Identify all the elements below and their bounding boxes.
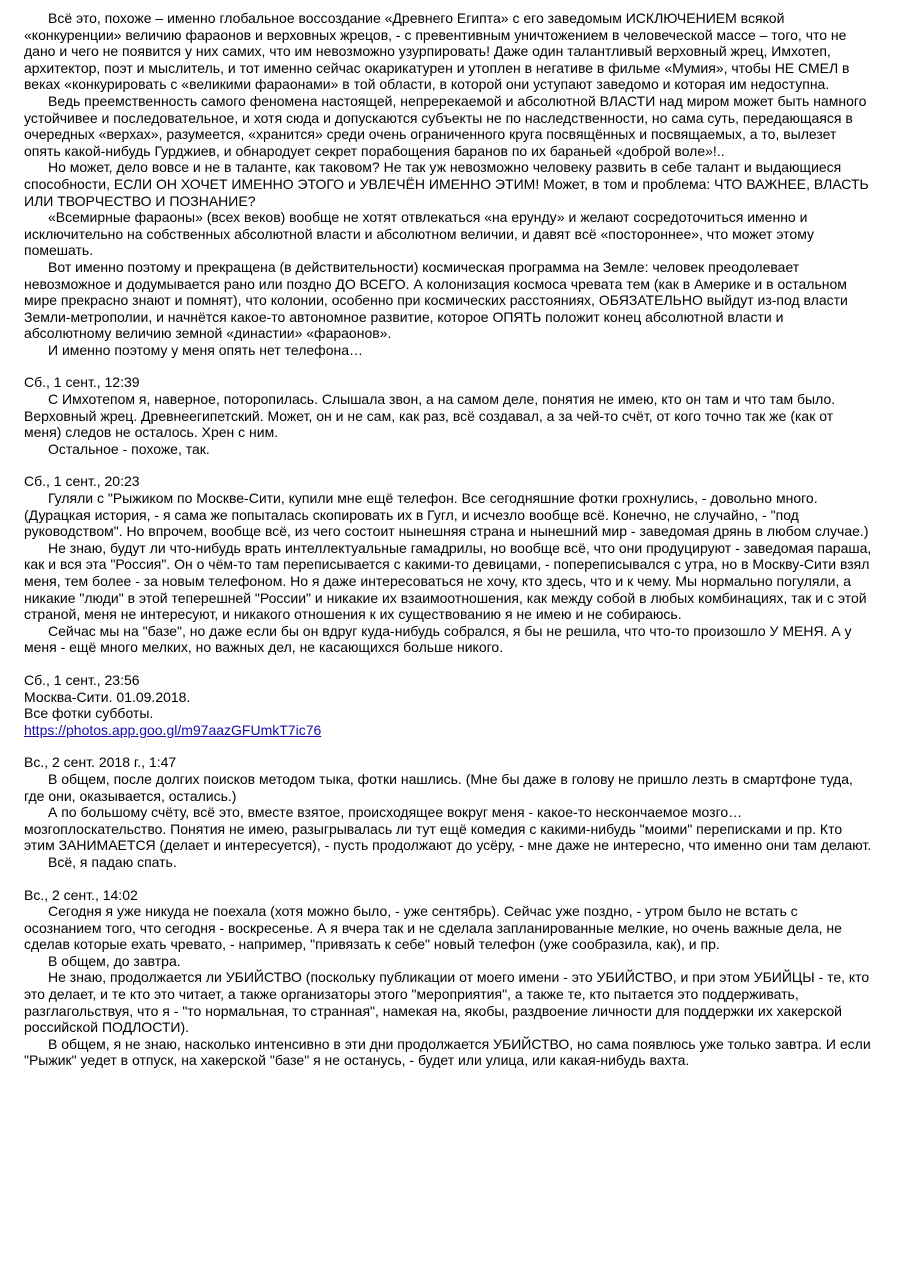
diary-entry <box>24 374 874 457</box>
paragraph: Вот именно поэтому и прекращена (в действительности) космическая программа на Земле: человек преодолевает невозможное и додумывается рано или поздно ДО ВСЕГО. А колонизация космоса чревата тем (как в Америке и в остальном мире прекрасно знают и помнят), что колонии, особенно при космических расстояниях, ОБЯЗАТЕЛЬНО выйдут из-под власти Земли-метрополии, и начнётся какое-то автономное развитие, которое ОПЯТЬ положит конец абсолютной власти и абсолютному величию земной «династии» «фараонов». <box>24 258 848 342</box>
paragraph: Сейчас мы на "базе", но даже если бы он вдруг куда-нибудь собрался, я бы не решила, что что-то произошло У МЕНЯ. А у меня - ещё много мелких, но важных дел, не касающихся больше никого. <box>24 622 852 656</box>
paragraph: В общем, после долгих поисков методом тыка, фотки нашлись. (Мне бы даже в голову не пришло лезть в смартфоне туда, где они, оказывается, остались.) <box>24 770 853 804</box>
paragraph: Всё это, похоже – именно глобальное воссоздание «Древнего Египта» с его заведомым ИСКЛЮЧЕНИЕМ всякой «конкуренции» величию фараонов и верховных жрецов, - с превентивным уничтожением в человеческой массе – того, что не дано и чего не появится у них самих, что им невозможно узурпировать! Даже один талантливый верховный жрец, Имхотеп, архитектор, поэт и мыслитель, и тот именно сейчас окарикатурен и утоплен в негативе в фильме «Мумия», чтобы НЕ СМЕЛ в веках «конкурировать с «великими фараонами» в той области, в которой они уступают заведомо и которая им недоступна. <box>24 10 850 93</box>
entry-date: Вс., 2 сент. 2018 г., 1:47 <box>24 754 177 771</box>
paragraph: В общем, я не знаю, насколько интенсивно в эти дни продолжается УБИЙСТВО, но сама появлюсь уже только завтра. И если "Рыжик" уедет в отпуск, на хакерской "базе" я не останусь, - будет или улица, или какая-нибудь вахта. <box>24 1035 871 1069</box>
diary-entry <box>24 887 874 1070</box>
diary-entry <box>24 473 874 656</box>
paragraph: И именно поэтому у меня опять нет телефона… <box>48 341 363 358</box>
link-line <box>24 722 874 739</box>
entry-date: Вс., 2 сент., 14:02 <box>24 886 138 903</box>
entry-line: Москва-Сити. 01.09.2018. <box>24 688 191 705</box>
paragraph: Не знаю, будут ли что-нибудь врать интеллектуальные гамадрилы, но вообще всё, что они продуцируют - заведомая параша, как и вся эта "Россия". Он о чём-то там переписывается с какими-то девицами, - попереписывался с утра, но в Москву-Сити взял меня, тем более - за новым телефоном. Но я даже интересоваться не хочу, кто здесь, что и к чему. Мы нормально погуляли, а никакие "люди" в этой теперешней "России" и никакие их взаимоотношения, как между собой в любых комбинациях, так и с этой страной, меня не интересуют, и никакого отношения к их существованию я не имею и не собираюсь. <box>24 539 872 623</box>
photos-link[interactable]: https://photos.app.goo.gl/m97aazGFUmkT7ic76 <box>24 721 322 738</box>
entry-line: Все фотки субботы. <box>24 705 154 722</box>
intro-section <box>24 10 874 358</box>
entry-date: Сб., 1 сент., 12:39 <box>24 374 140 391</box>
diary-entry <box>24 754 874 870</box>
paragraph: С Имхотепом я, наверное, поторопилась. Слышала звон, а на самом деле, понятия не имею, кто он там и что там было. Верховный жрец. Древнеегипетский. Может, он и не сам, как раз, всё создавал, а за чей-то счёт, от кого точно так же (как от меня) следов не осталось. Хрен с ним. <box>24 391 836 441</box>
paragraph: Но может, дело вовсе и не в таланте, как таковом? Не так уж невозможно человеку развить в себе талант и выдающиеся способности, ЕСЛИ ОН ХОЧЕТ ИМЕННО ЭТОГО и УВЛЕЧЁН ИМЕННО ЭТИМ! Может, в том и проблема: ЧТО ВАЖНЕЕ, ВЛАСТЬ ИЛИ ТВОРЧЕСТВО И ПОЗНАНИЕ? <box>24 159 869 209</box>
paragraph: Всё, я падаю спать. <box>48 853 177 870</box>
paragraph: В общем, до завтра. <box>48 952 181 969</box>
paragraph: Гуляли с "Рыжиком по Москве-Сити, купили мне ещё телефон. Все сегодняшние фотки грохнулись, - довольно много. (Дурацкая история, - я сама же попыталась скопировать их в Гугл, и исчезло вообще всё. Конечно, не случайно, - "под руководством". Но впрочем, вообще всё, из чего состоит нынешняя страна и нынешний мир - заведомая дрянь в любом случае.) <box>24 490 869 540</box>
paragraph: Остальное - похоже, так. <box>48 440 210 457</box>
paragraph: Ведь преемственность самого феномена настоящей, непререкаемой и абсолютной ВЛАСТИ над миром может быть намного устойчивее и последовательное, и хотя сюда и допускаются субъекты не по наследственности, но сама суть, передающаяся в очередных «верхах», разумеется, «хранится» среди очень ограниченного круга посвящённых и посвящаемых, а то, вылезет опять какой-нибудь Гурджиев, и обнародует секрет порабощения баранов по их бараньей «доброй воле»!.. <box>24 92 867 159</box>
paragraph: Не знаю, продолжается ли УБИЙСТВО (поскольку публикации от моего имени - это УБИЙСТВО, и при этом УБИЙЦЫ - те, кто это делает, и те кто это читает, а также организаторы этого "мероприятия", а также те, кто пытается это поддерживать, разглагольствуя, что я - "то нормальная, то странная", намекая на, якобы, раздвоение личности для поддержки их хакерской российской ПОДЛОСТИ). <box>24 969 870 1036</box>
entry-date: Сб., 1 сент., 23:56 <box>24 671 140 688</box>
paragraph: А по большому счёту, всё это, вместе взятое, происходящее вокруг меня - какое-то нескончаемое мозго… мозгоплоскательство. Понятия не имею, разыгрывалась ли тут ещё комедия с какими-нибудь "моими" переписками и пр. Кто этим ЗАНИМАЕТСЯ (делает и интересуется), - пусть продолжают до усёру, - мне даже не интересно, что именно они там делают. <box>24 804 872 854</box>
diary-entry <box>24 672 874 738</box>
paragraph: «Всемирные фараоны» (всех веков) вообще не хотят отвлекаться «на ерунду» и желают сосредоточиться именно и исключительно на собственных абсолютной власти и абсолютном величии, и давят всё «постороннее», что может этому помешать. <box>24 209 814 259</box>
entry-date: Сб., 1 сент., 20:23 <box>24 473 140 490</box>
paragraph: Сегодня я уже никуда не поехала (хотя можно было, - уже сентябрь). Сейчас уже поздно, - утром было не встать с осознанием того, что сегодня - воскресенье. А я вчера так и не сделала запланированные мелкие, но очень важные дела, не сделав которые ехать чревато, - например, "привязать к себе" новый телефон (уже сообразила, как), и пр. <box>24 903 842 953</box>
